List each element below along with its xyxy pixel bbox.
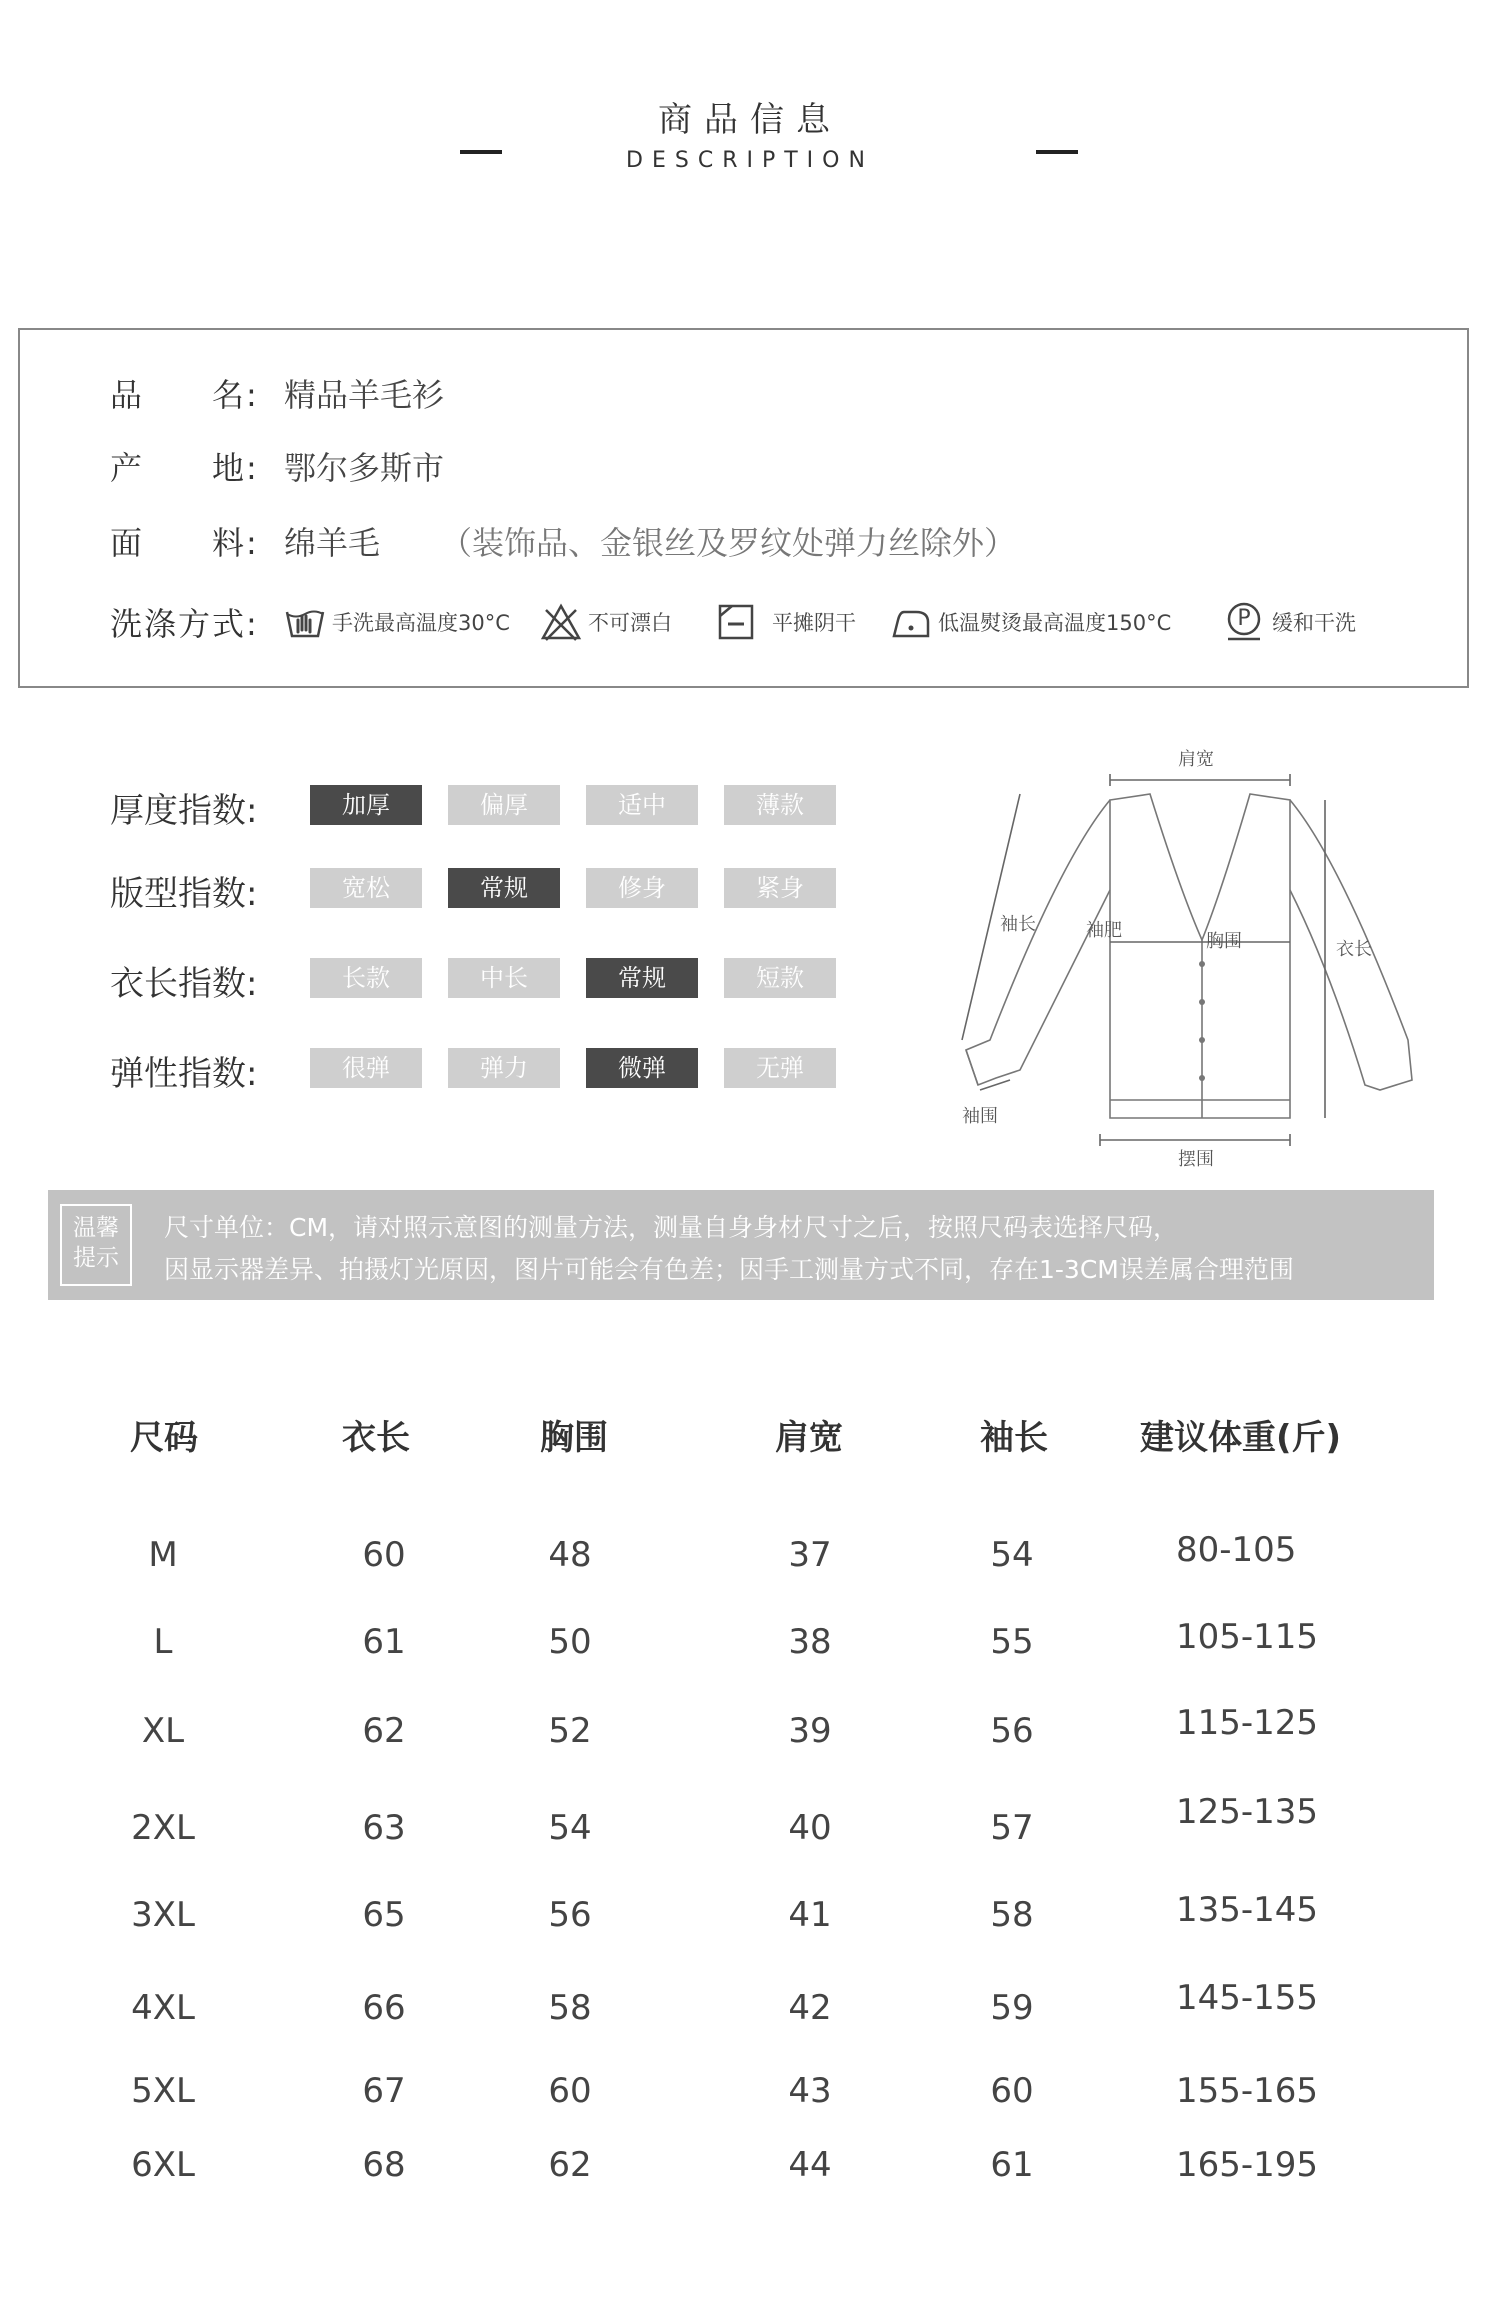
table-cell: 61: [990, 2145, 1034, 2185]
table-cell: 57: [990, 1808, 1034, 1848]
table-cell: 80-105: [1176, 1530, 1297, 1570]
index-option-selected: 微弹: [586, 1048, 698, 1088]
hem-label: 摆围: [1178, 1149, 1214, 1170]
index-label: 厚度指数:: [110, 791, 258, 831]
chest-label: 胸围: [1206, 931, 1242, 952]
table-cell: 63: [362, 1808, 406, 1848]
care-item-dry-clean: [1224, 600, 1356, 644]
index-option: 很弹: [310, 1048, 422, 1088]
table-cell: 50: [548, 1622, 592, 1662]
col-header-sleeve: 袖长: [980, 1418, 1048, 1458]
cuff-label: 袖围: [962, 1106, 998, 1127]
col-header-weight: 建议体重(斤): [1140, 1418, 1342, 1458]
index-option-selected: 加厚: [310, 785, 422, 825]
index-option: 长款: [310, 958, 422, 998]
care-item-no-bleach: [540, 600, 672, 644]
index-label: 弹性指数:: [110, 1054, 258, 1094]
origin-value: 鄂尔多斯市: [284, 449, 445, 487]
col-header-size: 尺码: [130, 1418, 198, 1458]
table-cell: 125-135: [1176, 1792, 1319, 1832]
table-cell: 165-195: [1176, 2145, 1319, 2185]
table-cell: 68: [362, 2145, 406, 2185]
tip-badge-line: 温馨: [73, 1215, 119, 1241]
table-cell: 41: [788, 1895, 832, 1935]
title-dash-right: [1036, 150, 1078, 154]
dry-clean-p-icon: [1224, 601, 1266, 643]
table-cell: 56: [548, 1895, 592, 1935]
table-cell: 58: [990, 1895, 1034, 1935]
tip-badge: [60, 1204, 132, 1286]
no-bleach-icon: [540, 602, 582, 642]
table-cell: 60: [990, 2071, 1034, 2111]
name-value: 精品羊毛衫: [284, 376, 445, 414]
table-cell: 62: [362, 1711, 406, 1751]
table-cell: 65: [362, 1895, 406, 1935]
length-label: 衣长: [1336, 939, 1372, 960]
table-cell: 44: [788, 2145, 832, 2185]
table-cell: 105-115: [1176, 1617, 1319, 1657]
sleeve-length-label: 袖长: [1000, 914, 1036, 935]
care-text: 平摊阴干: [772, 611, 856, 635]
care-text: 不可漂白: [588, 611, 672, 635]
col-header-length: 衣长: [342, 1418, 410, 1458]
hand-wash-icon: [284, 602, 326, 642]
index-option: 偏厚: [448, 785, 560, 825]
table-cell: 48: [548, 1535, 592, 1575]
sleeve-width-label: 袖肥: [1086, 920, 1122, 941]
material-note: （装饰品、金银丝及罗纹处弹力丝除外）: [440, 524, 1017, 562]
table-cell: 5XL: [131, 2071, 195, 2111]
name-label: 品 名:: [110, 376, 259, 414]
table-cell: 66: [362, 1988, 406, 2028]
iron-low-icon: [890, 602, 932, 642]
table-cell: M: [148, 1535, 178, 1575]
title-dash-left: [460, 150, 502, 154]
table-cell: XL: [141, 1711, 185, 1751]
table-cell: 42: [788, 1988, 832, 2028]
table-cell: 54: [990, 1535, 1034, 1575]
care-text: 低温熨烫最高温度150°C: [938, 611, 1172, 635]
table-cell: 61: [362, 1622, 406, 1662]
index-option: 无弹: [724, 1048, 836, 1088]
table-cell: 135-145: [1176, 1890, 1319, 1930]
index-option: 宽松: [310, 868, 422, 908]
table-cell: 39: [788, 1711, 832, 1751]
index-label: 版型指数:: [110, 874, 258, 914]
tip-line: 因显示器差异、拍摄灯光原因，图片可能会有色差；因手工测量方式不同，存在1-3CM误差属合理范围: [164, 1255, 1294, 1284]
index-option: 短款: [724, 958, 836, 998]
section-subtitle: DESCRIPTION: [626, 148, 874, 173]
table-cell: 3XL: [131, 1895, 195, 1935]
table-cell: 145-155: [1176, 1978, 1319, 2018]
index-option: 修身: [586, 868, 698, 908]
section-title: 商品信息: [658, 100, 842, 140]
table-cell: L: [153, 1622, 173, 1662]
shoulder-label: 肩宽: [1178, 749, 1214, 770]
origin-label: 产 地:: [110, 449, 259, 487]
tip-badge-line: 提示: [73, 1245, 119, 1271]
table-cell: 60: [362, 1535, 406, 1575]
index-option: 中长: [448, 958, 560, 998]
table-cell: 55: [990, 1622, 1034, 1662]
table-cell: 37: [788, 1535, 832, 1575]
table-cell: 6XL: [131, 2145, 195, 2185]
material-label: 面 料:: [110, 524, 259, 562]
garment-measurement-diagram: [950, 740, 1420, 1170]
table-cell: 58: [548, 1988, 592, 2028]
care-item-hand-wash: [284, 600, 510, 644]
care-label: 洗涤方式:: [110, 605, 259, 643]
material-value: 绵羊毛: [284, 524, 381, 562]
index-option: 紧身: [724, 868, 836, 908]
index-option-selected: 常规: [448, 868, 560, 908]
care-item-flat-dry: [716, 600, 856, 644]
care-text: 缓和干洗: [1272, 611, 1356, 635]
table-cell: 43: [788, 2071, 832, 2111]
col-header-chest: 胸围: [540, 1418, 608, 1458]
table-cell: 115-125: [1176, 1703, 1319, 1743]
tip-line: 尺寸单位：CM，请对照示意图的测量方法，测量自身身材尺寸之后，按照尺码表选择尺码，: [164, 1213, 1179, 1242]
table-cell: 56: [990, 1711, 1034, 1751]
index-option: 弹力: [448, 1048, 560, 1088]
table-cell: 38: [788, 1622, 832, 1662]
index-option: 适中: [586, 785, 698, 825]
table-cell: 52: [548, 1711, 592, 1751]
index-option-selected: 常规: [586, 958, 698, 998]
table-cell: 4XL: [131, 1988, 195, 2028]
care-item-iron-low: [890, 600, 1171, 644]
dry-clean-letter: P: [1237, 606, 1251, 631]
table-cell: 2XL: [131, 1808, 195, 1848]
table-cell: 54: [548, 1808, 592, 1848]
table-cell: 67: [362, 2071, 406, 2111]
index-label: 衣长指数:: [110, 964, 258, 1004]
table-cell: 40: [788, 1808, 832, 1848]
care-text: 手洗最高温度30°C: [332, 611, 510, 635]
size-tip-banner: [48, 1190, 1434, 1300]
index-option: 薄款: [724, 785, 836, 825]
table-cell: 59: [990, 1988, 1034, 2028]
table-cell: 60: [548, 2071, 592, 2111]
flat-dry-icon: [716, 602, 758, 642]
table-cell: 155-165: [1176, 2071, 1319, 2111]
table-cell: 62: [548, 2145, 592, 2185]
col-header-shoulder: 肩宽: [775, 1418, 843, 1458]
